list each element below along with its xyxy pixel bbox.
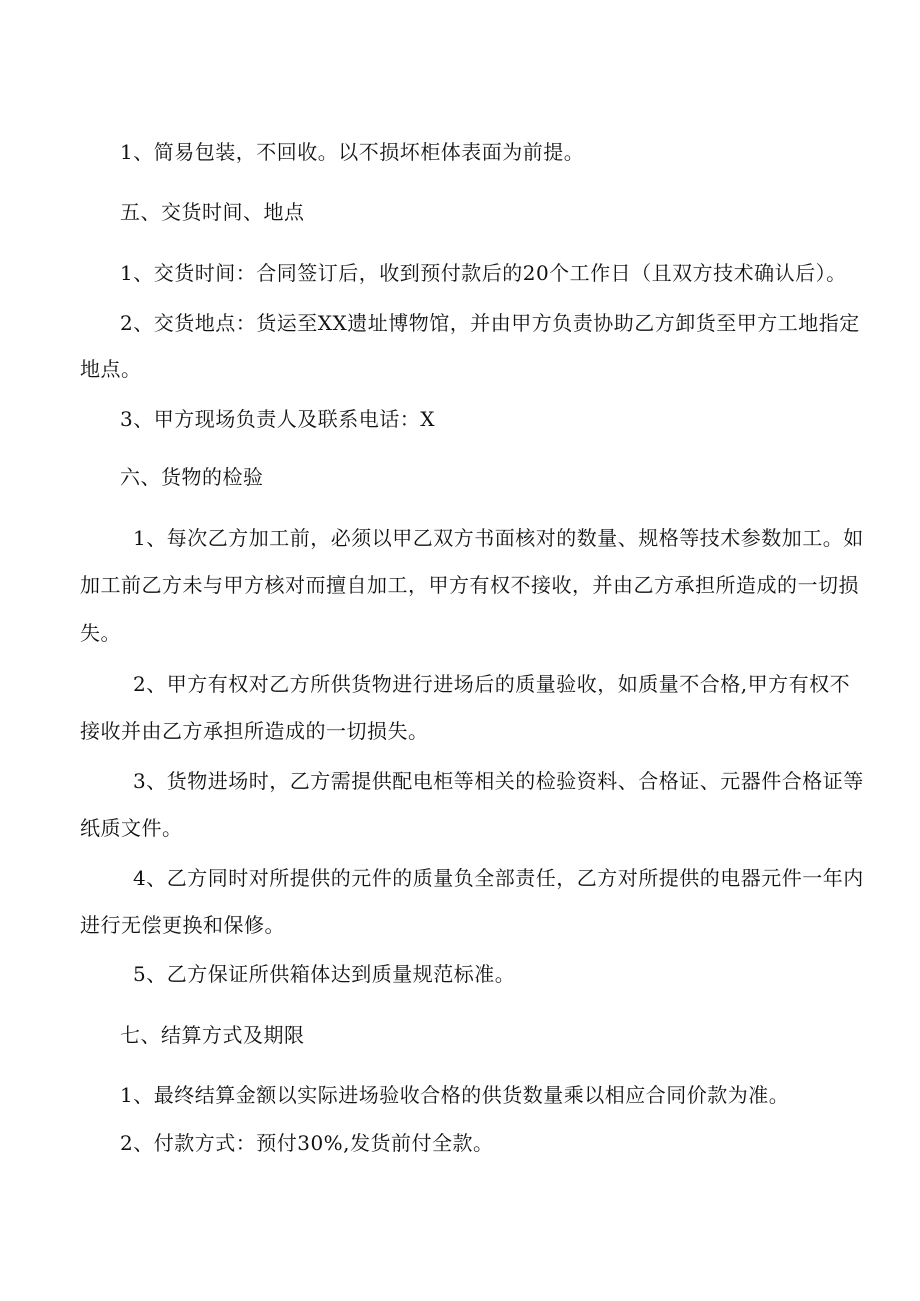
inspection-item-2-line-1: 2、甲方有权对乙方所供货物进行进场后的质量验收，如质量不合格,甲方有权不 <box>133 672 851 696</box>
inspection-item-4-line-2: 进行无偿更换和保修。 <box>80 913 285 937</box>
delivery-time-item: 1、交货时间：合同签订后，收到预付款后的20个工作日（且双方技术确认后）。 <box>120 261 847 285</box>
inspection-item-5: 5、乙方保证所供箱体达到质量规范标准。 <box>133 962 516 986</box>
inspection-item-2-line-2: 接收并由乙方承担所造成的一切损失。 <box>80 719 429 743</box>
delivery-location-line-2: 地点。 <box>80 357 142 381</box>
inspection-item-1-line-1: 1、每次乙方加工前，必须以甲乙双方书面核对的数量、规格等技术参数加工。如 <box>133 526 864 550</box>
packaging-item-1: 1、简易包装，不回收。以不损坏柜体表面为前提。 <box>120 140 585 164</box>
inspection-item-4-line-1: 4、乙方同时对所提供的元件的质量负全部责任，乙方对所提供的电器元件一年内 <box>133 866 864 890</box>
section-heading-delivery: 五、交货时间、地点 <box>120 200 305 224</box>
site-contact-item: 3、甲方现场负责人及联系电话：X <box>120 407 435 431</box>
inspection-item-3-line-1: 3、货物进场时，乙方需提供配电柜等相关的检验资料、合格证、元器件合格证等 <box>133 769 864 793</box>
settlement-item-2: 2、付款方式：预付30%,发货前付全款。 <box>120 1131 494 1155</box>
settlement-item-1: 1、最终结算金额以实际进场验收合格的供货数量乘以相应合同价款为准。 <box>120 1083 790 1107</box>
inspection-item-1-line-3: 失。 <box>80 621 121 645</box>
section-heading-inspection: 六、货物的检验 <box>120 465 264 489</box>
inspection-item-1-line-2: 加工前乙方未与甲方核对而擅自加工，甲方有权不接收，并由乙方承担所造成的一切损 <box>80 573 859 597</box>
delivery-location-line-1: 2、交货地点：货运至XX遗址博物馆，并由甲方负责协助乙方卸货至甲方工地指定 <box>120 311 860 335</box>
inspection-item-3-line-2: 纸质文件。 <box>80 816 183 840</box>
section-heading-settlement: 七、结算方式及期限 <box>120 1023 305 1047</box>
